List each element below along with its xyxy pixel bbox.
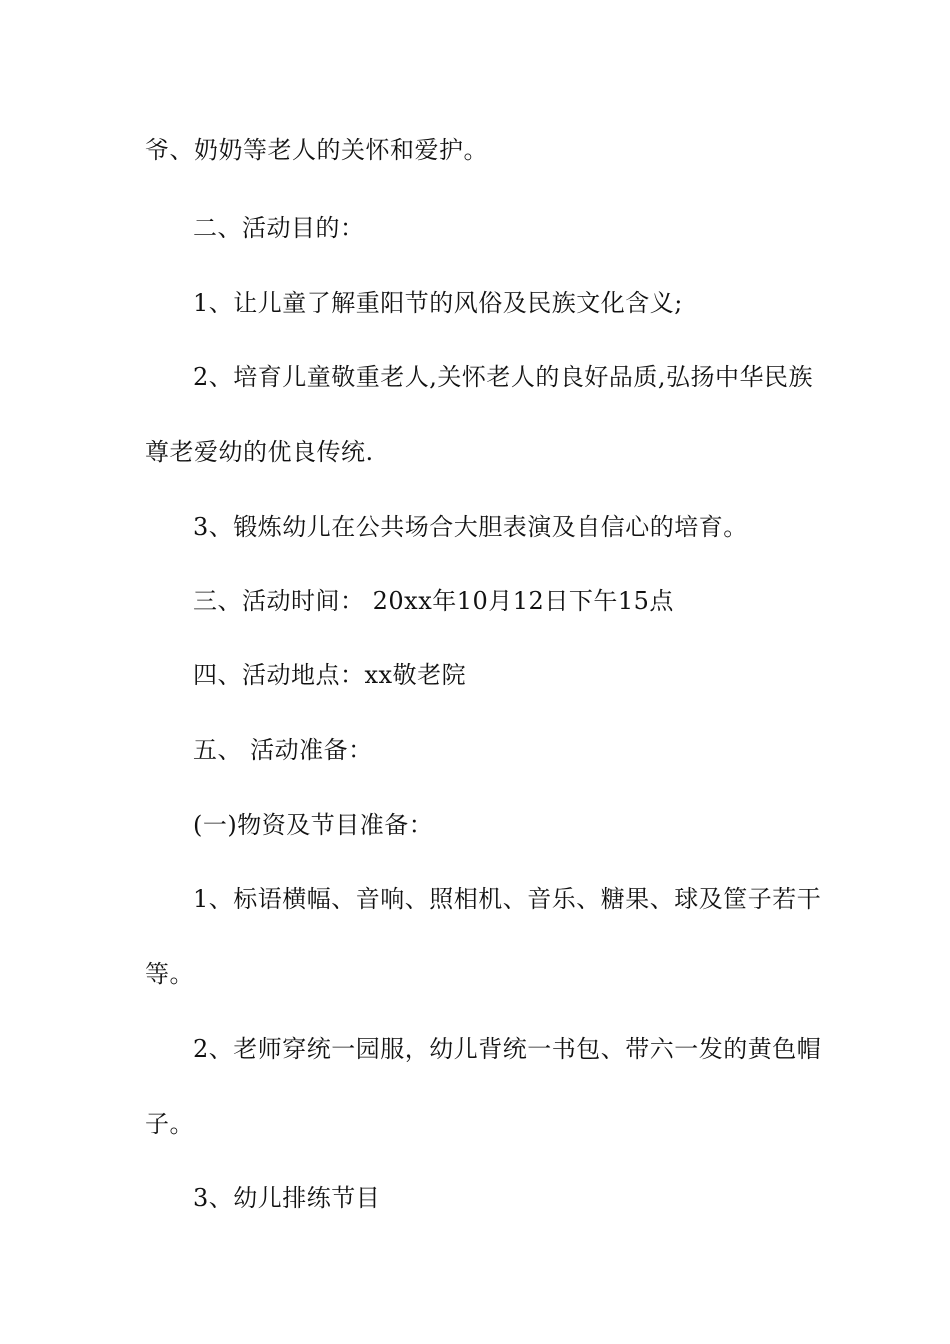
list-item: 3、锻炼幼儿在公共场合大胆表演及自信心的培育。 <box>193 513 748 541</box>
paragraph-line: 等。 <box>145 960 194 988</box>
list-item: 1、让儿童了解重阳节的风俗及民族文化含义; <box>193 289 683 317</box>
section-heading: 五、 活动准备： <box>193 736 373 764</box>
paragraph-line: 子。 <box>145 1110 194 1138</box>
list-item: 1、标语横幅、音响、照相机、音乐、糖果、球及筐子若干 <box>193 885 822 913</box>
list-item: 2、培育儿童敬重老人,关怀老人的良好品质,弘扬中华民族 <box>193 363 814 391</box>
section-heading: 四、活动地点：xx敬老院 <box>193 661 467 689</box>
paragraph-line: 爷、奶奶等老人的关怀和爱护。 <box>145 136 488 164</box>
section-heading: 二、活动目的： <box>193 214 365 242</box>
subsection-heading: (一)物资及节目准备： <box>193 811 434 839</box>
paragraph-line: 尊老爱幼的优良传统. <box>145 438 374 466</box>
section-heading: 三、活动时间： 20xx年10月12日下午15点 <box>193 587 674 615</box>
list-item: 2、老师穿统一园服，幼儿背统一书包、带六一发的黄色帽 <box>193 1035 822 1063</box>
list-item: 3、幼儿排练节目 <box>193 1184 381 1212</box>
